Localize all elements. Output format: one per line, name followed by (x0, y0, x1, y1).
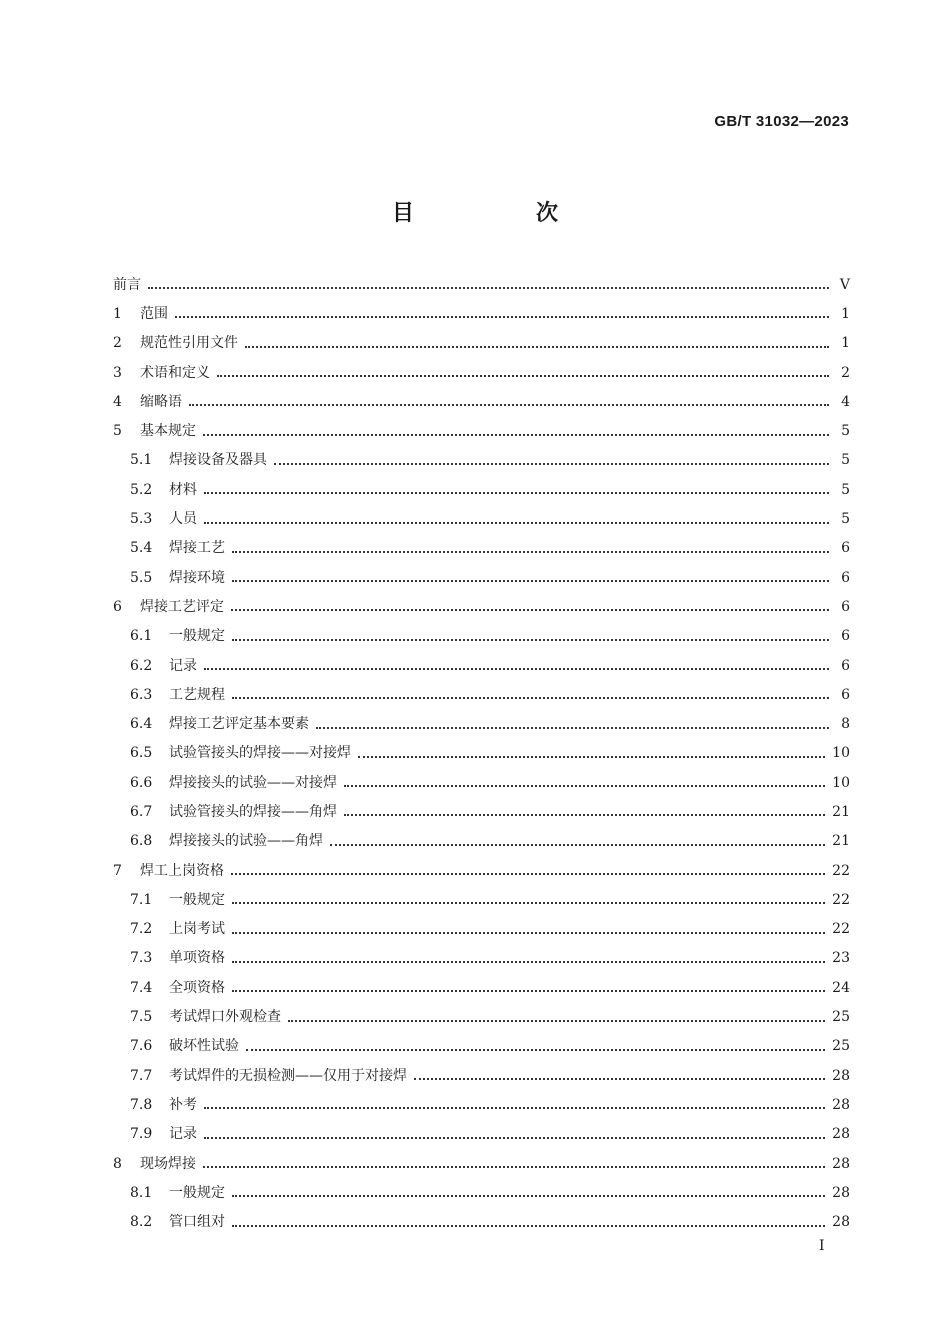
toc-dot-leader (358, 755, 825, 758)
toc-dot-leader (175, 315, 829, 318)
toc-entry-page: 5 (841, 511, 850, 528)
toc-entry-number: 7.2 (130, 921, 153, 938)
toc-entry-number: 7.8 (130, 1096, 153, 1113)
toc-entry-page: 28 (832, 1155, 850, 1172)
toc-entry[interactable] (113, 1002, 850, 1031)
toc-entry-page: 6 (841, 598, 850, 615)
toc-dot-leader (189, 403, 829, 406)
toc-dot-leader (274, 462, 829, 465)
toc-entry-number: 3 (113, 364, 122, 381)
toc-entry-page: 21 (832, 803, 850, 820)
toc-entry-label: 上岗考试 (169, 921, 225, 938)
toc-entry-page: 6 (841, 657, 850, 674)
toc-entry[interactable] (113, 1090, 850, 1119)
toc-entry-page: 25 (832, 1038, 850, 1055)
toc-entry-page: 28 (832, 1184, 850, 1201)
toc-entry-label: 试验管接头的焊接——角焊 (169, 803, 337, 820)
toc-entry[interactable] (113, 827, 850, 856)
toc-entry-page: 8 (841, 716, 850, 733)
toc-entry-page: 22 (832, 862, 850, 879)
toc-entry-label: 试验管接头的焊接——对接焊 (169, 745, 351, 762)
toc-entry-number: 5.5 (130, 569, 153, 586)
toc-entry-label: 术语和定义 (140, 364, 210, 381)
toc-dot-leader (245, 345, 829, 348)
toc-entry[interactable] (113, 944, 850, 973)
toc-entry-page: 1 (841, 335, 850, 352)
toc-entry-page: 10 (832, 774, 850, 791)
toc-entry-label: 焊接工艺评定基本要素 (169, 716, 309, 733)
toc-entry-number: 5.3 (130, 511, 153, 528)
toc-entry-page: 28 (832, 1067, 850, 1084)
toc-dot-leader (330, 843, 825, 846)
toc-entry-page: 5 (841, 481, 850, 498)
toc-entry-label: 考试焊口外观检查 (169, 1009, 281, 1026)
toc-entry[interactable] (113, 651, 850, 680)
toc-entry[interactable] (113, 973, 850, 1002)
toc-entry-label: 管口组对 (169, 1214, 225, 1231)
toc-entry-number: 6.4 (130, 716, 153, 733)
toc-dot-leader (148, 286, 829, 289)
toc-entry-number: 7.1 (130, 891, 153, 908)
toc-entry-number: 7.4 (130, 979, 153, 996)
toc-entry-number: 5.1 (130, 452, 153, 469)
toc-dot-leader (231, 872, 825, 875)
toc-entry-label: 焊接环境 (169, 569, 225, 586)
toc-entry-label: 记录 (169, 1126, 197, 1143)
toc-entry[interactable] (113, 709, 850, 738)
toc-dot-leader (204, 667, 829, 670)
toc-entry-label: 范围 (140, 305, 168, 322)
toc-entry-label: 基本规定 (140, 423, 196, 440)
toc-entry[interactable] (113, 622, 850, 651)
toc-entry-label: 全项资格 (169, 979, 225, 996)
toc-entry[interactable] (113, 446, 850, 475)
toc-entry-number: 1 (113, 305, 122, 322)
toc-entry-label: 焊工上岗资格 (140, 862, 224, 879)
toc-entry-label: 工艺规程 (169, 686, 225, 703)
toc-entry[interactable] (113, 299, 850, 328)
toc-entry-number: 6.5 (130, 745, 153, 762)
toc-entry-number: 7.3 (130, 950, 153, 967)
toc-entry[interactable] (113, 1061, 850, 1090)
toc-entry[interactable] (113, 856, 850, 885)
toc-entry-number: 8.1 (130, 1184, 153, 1201)
toc-entry-number: 6 (113, 598, 122, 615)
toc-entry-number: 5.4 (130, 540, 153, 557)
toc-entry-label: 一般规定 (169, 891, 225, 908)
toc-entry-number: 8.2 (130, 1214, 153, 1231)
toc-entry[interactable] (113, 475, 850, 504)
toc-entry[interactable] (113, 1032, 850, 1061)
toc-entry-page: 6 (841, 686, 850, 703)
toc-entry[interactable] (113, 768, 850, 797)
toc-entry-number: 6.7 (130, 803, 153, 820)
toc-entry-page: 21 (832, 833, 850, 850)
toc-entry-label: 补考 (169, 1096, 197, 1113)
toc-entry-label: 材料 (169, 481, 197, 498)
toc-entry-page: 5 (841, 452, 850, 469)
toc-dot-leader (203, 1165, 825, 1168)
toc-dot-leader (232, 638, 829, 641)
toc-entry-number: 7 (113, 862, 122, 879)
toc-entry[interactable] (113, 270, 850, 299)
toc-entry-number: 2 (113, 335, 122, 352)
toc-entry-number: 6.2 (130, 657, 153, 674)
toc-dot-leader (344, 784, 825, 787)
toc-entry-label: 规范性引用文件 (140, 335, 238, 352)
toc-entry-page: 4 (841, 393, 850, 410)
toc-dot-leader (316, 726, 829, 729)
toc-dot-leader (232, 1194, 825, 1197)
toc-entry[interactable] (113, 416, 850, 445)
toc-entry-number: 7.7 (130, 1067, 153, 1084)
toc-entry-number: 5 (113, 423, 122, 440)
toc-entry[interactable] (113, 534, 850, 563)
toc-entry-label: 焊接接头的试验——角焊 (169, 833, 323, 850)
toc-entry-label: 一般规定 (169, 628, 225, 645)
toc-entry-page: 6 (841, 569, 850, 586)
toc-dot-leader (217, 374, 829, 377)
toc-entry[interactable] (113, 329, 850, 358)
toc-entry-page: 22 (832, 921, 850, 938)
toc-dot-leader (232, 931, 825, 934)
toc-dot-leader (232, 550, 829, 553)
toc-entry-label: 焊接接头的试验——对接焊 (169, 774, 337, 791)
toc-dot-leader (288, 1019, 825, 1022)
toc-entry-page: 28 (832, 1096, 850, 1113)
toc-entry-page: 23 (832, 950, 850, 967)
toc-entry-number: 7.6 (130, 1038, 153, 1055)
toc-entry-page: Ⅴ (839, 276, 850, 293)
toc-dot-leader (204, 1106, 825, 1109)
page-number: Ⅰ (819, 1238, 825, 1254)
toc-entry-number: 6.8 (130, 833, 153, 850)
page-title: 目 次 (391, 200, 608, 226)
toc-dot-leader (232, 960, 825, 963)
toc-entry-number: 6.1 (130, 628, 153, 645)
toc-entry-number: 8 (113, 1155, 122, 1172)
table-of-contents (113, 270, 850, 1237)
toc-entry-page: 5 (841, 423, 850, 440)
toc-entry-label: 焊接工艺 (169, 540, 225, 557)
toc-entry[interactable] (113, 885, 850, 914)
toc-dot-leader (344, 813, 825, 816)
toc-entry-page: 25 (832, 1009, 850, 1026)
toc-entry[interactable] (113, 358, 850, 387)
toc-dot-leader (204, 491, 829, 494)
toc-entry-label: 一般规定 (169, 1184, 225, 1201)
toc-entry-label: 考试焊件的无损检测——仅用于对接焊 (169, 1067, 407, 1084)
toc-entry-label: 前言 (113, 276, 141, 293)
toc-entry-label: 缩略语 (140, 393, 182, 410)
toc-entry[interactable] (113, 915, 850, 944)
toc-entry-page: 22 (832, 891, 850, 908)
toc-dot-leader (203, 433, 829, 436)
toc-dot-leader (232, 696, 829, 699)
toc-entry-label: 焊接工艺评定 (140, 598, 224, 615)
toc-dot-leader (232, 1224, 825, 1227)
toc-entry[interactable] (113, 1178, 850, 1207)
toc-entry-label: 现场焊接 (140, 1155, 196, 1172)
toc-entry-number: 5.2 (130, 481, 153, 498)
toc-entry[interactable] (113, 504, 850, 533)
toc-entry-page: 6 (841, 628, 850, 645)
toc-dot-leader (204, 521, 829, 524)
toc-dot-leader (414, 1077, 825, 1080)
toc-entry-page: 28 (832, 1126, 850, 1143)
toc-dot-leader (231, 608, 829, 611)
toc-entry[interactable] (113, 1120, 850, 1149)
toc-entry-page: 24 (832, 979, 850, 996)
toc-entry-number: 7.5 (130, 1009, 153, 1026)
toc-entry[interactable] (113, 387, 850, 416)
toc-dot-leader (246, 1048, 825, 1051)
toc-entry[interactable] (113, 563, 850, 592)
toc-entry-label: 破坏性试验 (169, 1038, 239, 1055)
toc-entry[interactable] (113, 739, 850, 768)
standard-code: GB/T 31032—2023 (714, 113, 849, 130)
toc-entry-page: 28 (832, 1214, 850, 1231)
toc-entry[interactable] (113, 1208, 850, 1237)
toc-dot-leader (232, 901, 825, 904)
toc-entry-page: 6 (841, 540, 850, 557)
toc-entry[interactable] (113, 1149, 850, 1178)
toc-entry-number: 6.3 (130, 686, 153, 703)
toc-entry-label: 焊接设备及器具 (169, 452, 267, 469)
toc-dot-leader (204, 1136, 825, 1139)
toc-entry[interactable] (113, 592, 850, 621)
toc-entry-number: 6.6 (130, 774, 153, 791)
toc-dot-leader (232, 989, 825, 992)
toc-entry-page: 2 (841, 364, 850, 381)
toc-entry-number: 7.9 (130, 1126, 153, 1143)
toc-entry[interactable] (113, 680, 850, 709)
toc-entry-number: 4 (113, 393, 122, 410)
toc-entry-label: 单项资格 (169, 950, 225, 967)
toc-entry-label: 人员 (169, 511, 197, 528)
toc-entry-label: 记录 (169, 657, 197, 674)
toc-dot-leader (232, 579, 829, 582)
toc-entry-page: 1 (841, 305, 850, 322)
toc-entry-page: 10 (832, 745, 850, 762)
toc-entry[interactable] (113, 797, 850, 826)
